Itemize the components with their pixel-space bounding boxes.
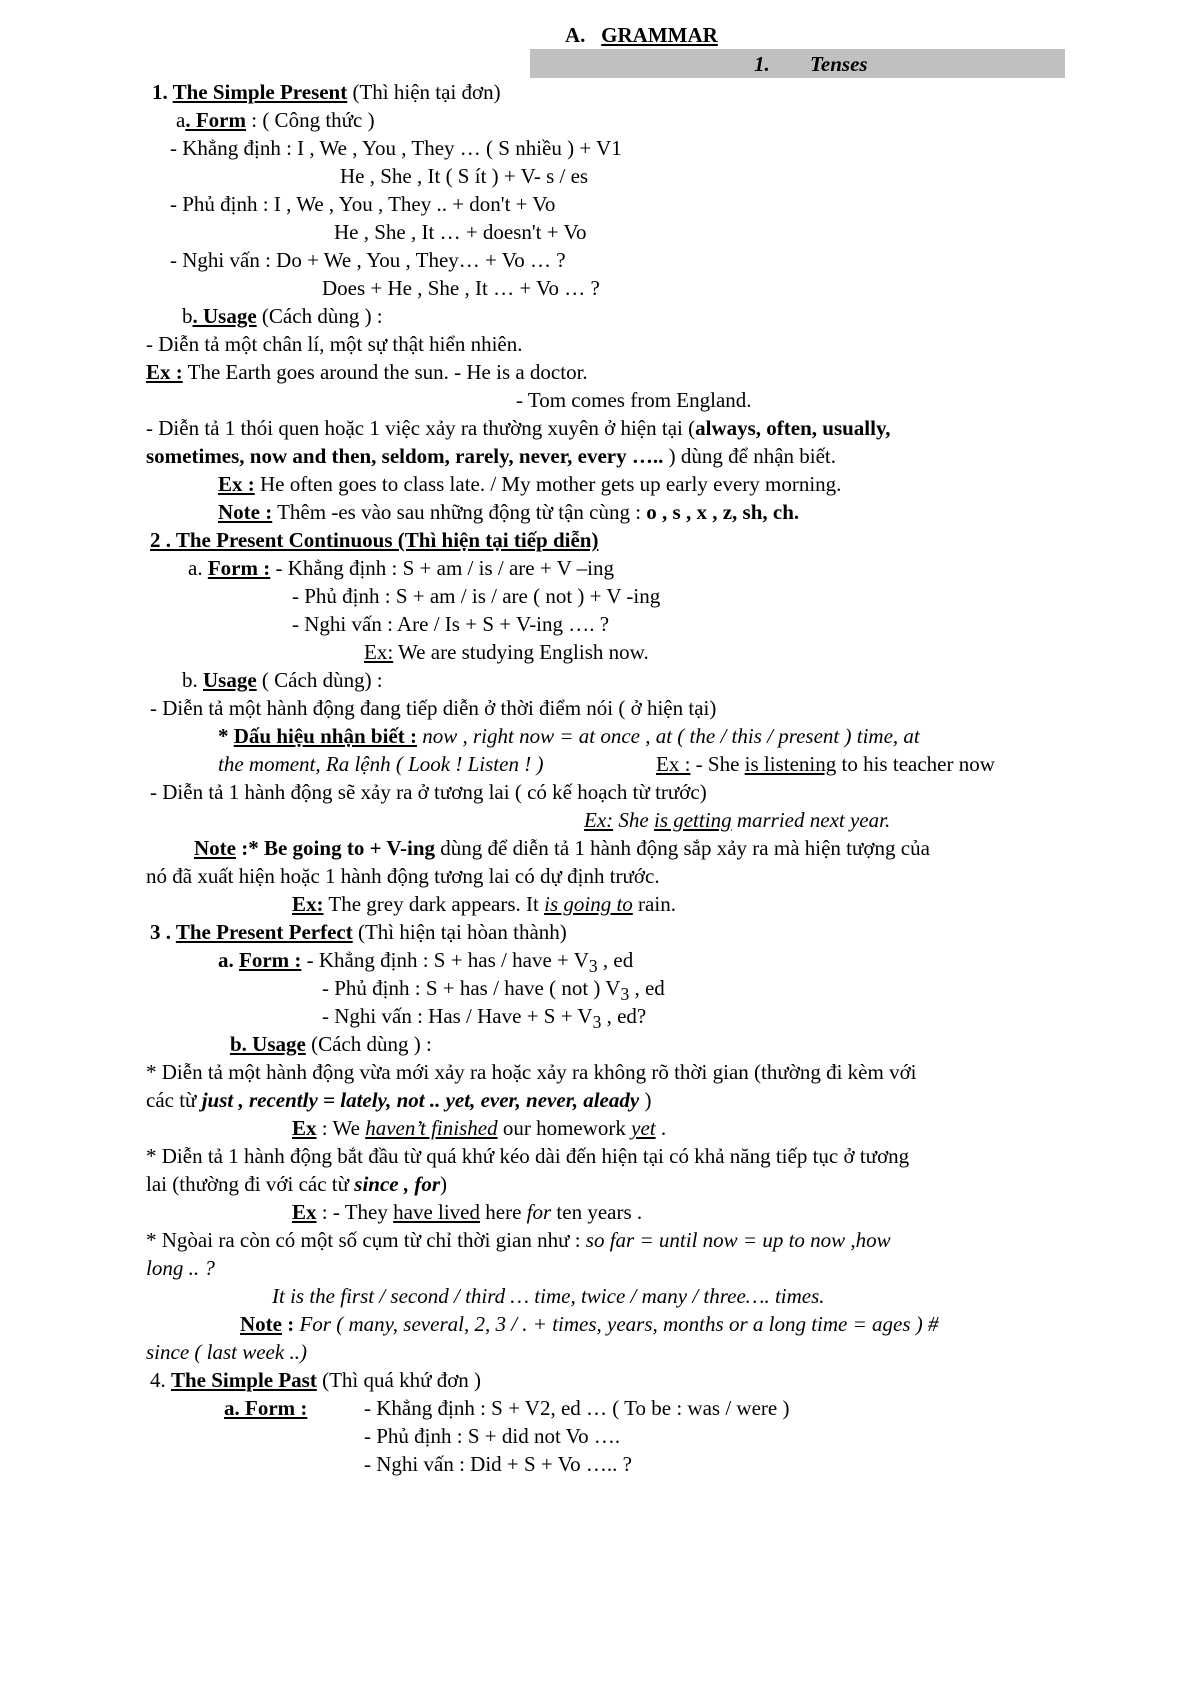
s2-form-line <box>188 555 614 581</box>
s3-ex2-underlined: have lived <box>393 1200 481 1224</box>
s1-usage-vn: (Cách dùng ) : <box>256 304 383 328</box>
s2-note-1 <box>194 835 930 861</box>
s3-form-negative-end: , ed <box>629 976 665 1000</box>
s1-usage-letter: b <box>182 304 193 328</box>
s2-sign-label: Dấu hiệu nhận biết : <box>233 724 417 748</box>
s2-ex4-text-b: rain. <box>632 892 676 916</box>
s2-ex3-label: Ex: <box>584 808 614 832</box>
s3-usage-4: It is the first / second / third … time, twice / many / three…. times. <box>272 1284 825 1308</box>
s2-form-negative: - Phủ định : S + am / is / are ( not ) + V -ing <box>292 584 661 608</box>
s2-ex3-text-a: She <box>613 808 654 832</box>
s3-form-letter: a. <box>218 948 239 972</box>
s1-usage-2b <box>146 443 836 469</box>
s1-usage-2a-text: - Diễn tả 1 thói quen hoặc 1 việc xảy ra thường xuyên ở hiện tại ( <box>146 416 696 440</box>
s1-number: 1. <box>152 80 173 104</box>
s1-usage-2a <box>146 415 891 441</box>
s3-title-line <box>150 919 567 945</box>
s1-form-question-2: Does + He , She , It … + Vo … ? <box>322 276 600 300</box>
s3-ex2-italic: for <box>526 1200 552 1224</box>
s1-ex1-text: The Earth goes around the sun. - He is a doctor. <box>182 360 588 384</box>
s3-usage-1b-bold-italic: just , recently = lately, not .. yet, ever, never, aleady <box>201 1088 640 1112</box>
s2-note-star: :* <box>235 836 264 860</box>
s2-example-1 <box>364 639 649 665</box>
s2-example-2 <box>656 751 995 777</box>
s2-usage-letter: b. <box>182 668 203 692</box>
s3-ex1-text-c: . <box>655 1116 667 1140</box>
s3-form-affirmative: - Khẳng định : S + has / have + V <box>301 948 589 972</box>
s3-ex2-text-a: : - They <box>316 1200 394 1224</box>
s1-note-label: Note : <box>218 500 273 524</box>
s3-usage-3a-text: * Ngòai ra còn có một số cụm từ chỉ thời gian như : <box>146 1228 586 1252</box>
s1-example-1 <box>146 359 588 385</box>
s2-ex-label: Ex: <box>364 640 394 664</box>
s1-form-affirmative: - Khẳng định : I , We , You , They … ( S nhiều ) + V1 <box>170 136 622 160</box>
s4-title: The Simple Past <box>171 1368 317 1392</box>
tenses-bar <box>530 49 1065 78</box>
s3-note-2: since ( last week ..) <box>146 1340 307 1364</box>
s1-usage-2b-text: ) dùng để nhận biết. <box>668 444 836 468</box>
s2-ex4-underlined: is going to <box>544 892 633 916</box>
s3-usage-line <box>230 1031 432 1057</box>
s2-form-label: Form : <box>207 556 271 580</box>
s1-title-vn: (Thì hiện tại đơn) <box>347 80 501 104</box>
s3-usage-3b: long .. ? <box>146 1256 215 1280</box>
s3-usage-2b-end: ) <box>440 1172 448 1196</box>
s3-form-label: Form : <box>239 948 302 972</box>
s1-note-bold: o , s , x , z, sh, ch. <box>646 500 800 524</box>
s3-ex1-text-b: our homework <box>497 1116 632 1140</box>
s2-note-bold: Be going to + V-ing <box>263 836 436 860</box>
s1-form-letter: a <box>176 108 186 132</box>
heading-prefix: A. <box>565 23 586 47</box>
s3-usage-3a-italic: so far = until now = up to now ,how <box>585 1228 891 1252</box>
s3-note-label: Note <box>240 1312 282 1336</box>
s1-ex3-label: Ex : <box>218 472 255 496</box>
s1-usage-label: . Usage <box>192 304 257 328</box>
s1-form-line <box>176 107 375 133</box>
s3-ex2-text-b: here <box>480 1200 527 1224</box>
s3-ex1-label: Ex <box>292 1116 317 1140</box>
s2-title: 2 . The Present Continuous (Thì hiện tại tiếp diễn) <box>150 528 599 552</box>
s4-form-negative: - Phủ định : S + did not Vo …. <box>364 1424 621 1448</box>
s3-example-1 <box>292 1115 666 1141</box>
s3-usage-1b <box>146 1087 651 1113</box>
s2-sign-text-1: now , right now = at once , at ( the / this / present ) time, at <box>416 724 920 748</box>
s3-form-question-text: - Nghi vấn : Has / Have + S + V <box>322 1004 593 1028</box>
s1-note-text: Thêm -es vào sau những động từ tận cùng : <box>272 500 647 524</box>
s3-ex2-text-c: ten years . <box>551 1200 643 1224</box>
s4-form-label: a. Form : <box>224 1396 308 1420</box>
tenses-label: Tenses <box>810 52 868 76</box>
s3-number: 3 . <box>150 920 176 944</box>
s2-ex2-underlined: is listening <box>744 752 837 776</box>
s1-usage-1: - Diễn tả một chân lí, một sự thật hiển nhiên. <box>146 332 523 356</box>
s4-title-line <box>150 1367 481 1393</box>
s3-form-negative-text: - Phủ định : S + has / have ( not ) V <box>322 976 621 1000</box>
section-heading <box>565 22 718 48</box>
s1-title: The Simple Present <box>172 80 348 104</box>
s3-ex2-label: Ex <box>292 1200 317 1224</box>
s3-usage-2b-bold-italic: since , for <box>354 1172 441 1196</box>
s2-ex4-text-a: The grey dark appears. It <box>323 892 545 916</box>
s2-note-2: nó đã xuất hiện hoặc 1 hành động tương lai có dự định trước. <box>146 864 660 888</box>
tenses-number: 1. <box>754 52 770 76</box>
s1-note <box>218 499 799 525</box>
s1-ex-label: Ex : <box>146 360 183 384</box>
s3-usage-2a: * Diễn tả 1 hành động bắt đầu từ quá khứ kéo dài đến hiện tại có khả năng tiếp tục ở tương <box>146 1144 910 1168</box>
s3-ex1-underlined-2: yet <box>631 1116 656 1140</box>
s2-sign-star: * <box>218 724 234 748</box>
s3-subscript-2: 3 <box>620 984 630 1005</box>
s1-usage-line <box>182 303 383 329</box>
s2-usage-label: Usage <box>203 668 257 692</box>
s1-form-negative-2: He , She , It … + doesn't + Vo <box>334 220 587 244</box>
s2-example-4 <box>292 891 676 917</box>
s3-form-question-end: , ed? <box>601 1004 647 1028</box>
s2-usage-vn: ( Cách dùng) : <box>256 668 383 692</box>
s3-ex1-text-a: : We <box>316 1116 366 1140</box>
s4-number: 4. <box>150 1368 171 1392</box>
s1-form-affirmative-2: He , She , It ( S ít ) + V- s / es <box>340 164 589 188</box>
s3-subscript-3: 3 <box>592 1012 602 1033</box>
s1-form-negative: - Phủ định : I , We , You , They .. + don't + Vo <box>170 192 556 216</box>
s1-usage-2b-bold: sometimes, now and then, seldom, rarely, never, every ….. <box>146 444 669 468</box>
s3-example-2 <box>292 1199 642 1225</box>
s3-usage-1a: * Diễn tả một hành động vừa mới xảy ra hoặc xảy ra không rõ thời gian (thường đi kèm với <box>146 1060 917 1084</box>
s1-example-2: - Tom comes from England. <box>516 388 752 412</box>
s2-note-text-1: dùng để diễn tả 1 hành động sắp xảy ra mà hiện tượng của <box>435 836 930 860</box>
s3-usage-1b-text: các từ <box>146 1088 202 1112</box>
s1-usage-2a-bold: always, often, usually, <box>695 416 891 440</box>
s2-ex3-text-b: married next year. <box>731 808 891 832</box>
s2-usage-2: - Diễn tả 1 hành động sẽ xảy ra ở tương lai ( có kế hoạch từ trước) <box>150 780 707 804</box>
s2-usage-line <box>182 667 383 693</box>
s3-usage-label: b. Usage <box>230 1032 306 1056</box>
s3-usage-2b-text: lai (thường đi với các từ <box>146 1172 355 1196</box>
s2-sign-1 <box>218 723 920 749</box>
s1-title-line <box>152 79 501 105</box>
s4-form-affirmative: - Khẳng định : S + V2, ed … ( To be : was / were ) <box>364 1396 790 1420</box>
s2-sign-2: the moment, Ra lệnh ( Look ! Listen ! ) <box>218 752 544 776</box>
s3-note-italic-1: For ( many, several, 2, 3 / . + times, years, months or a long time = ages ) # <box>299 1312 939 1336</box>
s3-title: The Present Perfect <box>175 920 353 944</box>
s2-ex2-label: Ex : <box>656 752 691 776</box>
s2-ex-text: We are studying English now. <box>393 640 649 664</box>
s4-title-vn: (Thì quá khứ đơn ) <box>316 1368 482 1392</box>
s3-usage-2b <box>146 1171 447 1197</box>
s2-ex4-label: Ex: <box>292 892 324 916</box>
s2-usage-1: - Diễn tả một hành động đang tiếp diễn ở thời điểm nói ( ở hiện tại) <box>150 696 717 720</box>
s1-form-label: . Form <box>185 108 246 132</box>
s1-form-question: - Nghi vấn : Do + We , You , They… + Vo … ? <box>170 248 566 272</box>
s3-usage-vn: (Cách dùng ) : <box>305 1032 432 1056</box>
s3-form-affirmative-end: , ed <box>597 948 634 972</box>
s3-ex1-underlined: haven’t finished <box>365 1116 498 1140</box>
s2-ex2-text-a: - She <box>690 752 745 776</box>
s2-form-affirmative: - Khẳng định : S + am / is / are + V –ing <box>270 556 614 580</box>
s3-note-separator: : <box>281 1312 300 1336</box>
s2-form-letter: a. <box>188 556 208 580</box>
heading-title: GRAMMAR <box>601 23 718 47</box>
s1-example-3 <box>218 471 841 497</box>
s3-title-vn: (Thì hiện tại hòan thành) <box>352 920 567 944</box>
s1-form-vn: : ( Công thức ) <box>245 108 375 132</box>
s3-usage-1b-end: ) <box>639 1088 652 1112</box>
s2-form-question: - Nghi vấn : Are / Is + S + V-ing …. ? <box>292 612 610 636</box>
s2-example-3 <box>584 807 890 833</box>
s2-ex3-underlined: is getting <box>653 808 732 832</box>
s2-note-label: Note <box>194 836 236 860</box>
s3-usage-3a <box>146 1227 891 1253</box>
s4-form-question: - Nghi vấn : Did + S + Vo ….. ? <box>364 1452 632 1476</box>
s3-note-1 <box>240 1311 939 1337</box>
s3-subscript-1: 3 <box>588 956 598 977</box>
s1-ex3-text: He often goes to class late. / My mother gets up early every morning. <box>254 472 842 496</box>
s2-ex2-text-b: to his teacher now <box>836 752 995 776</box>
